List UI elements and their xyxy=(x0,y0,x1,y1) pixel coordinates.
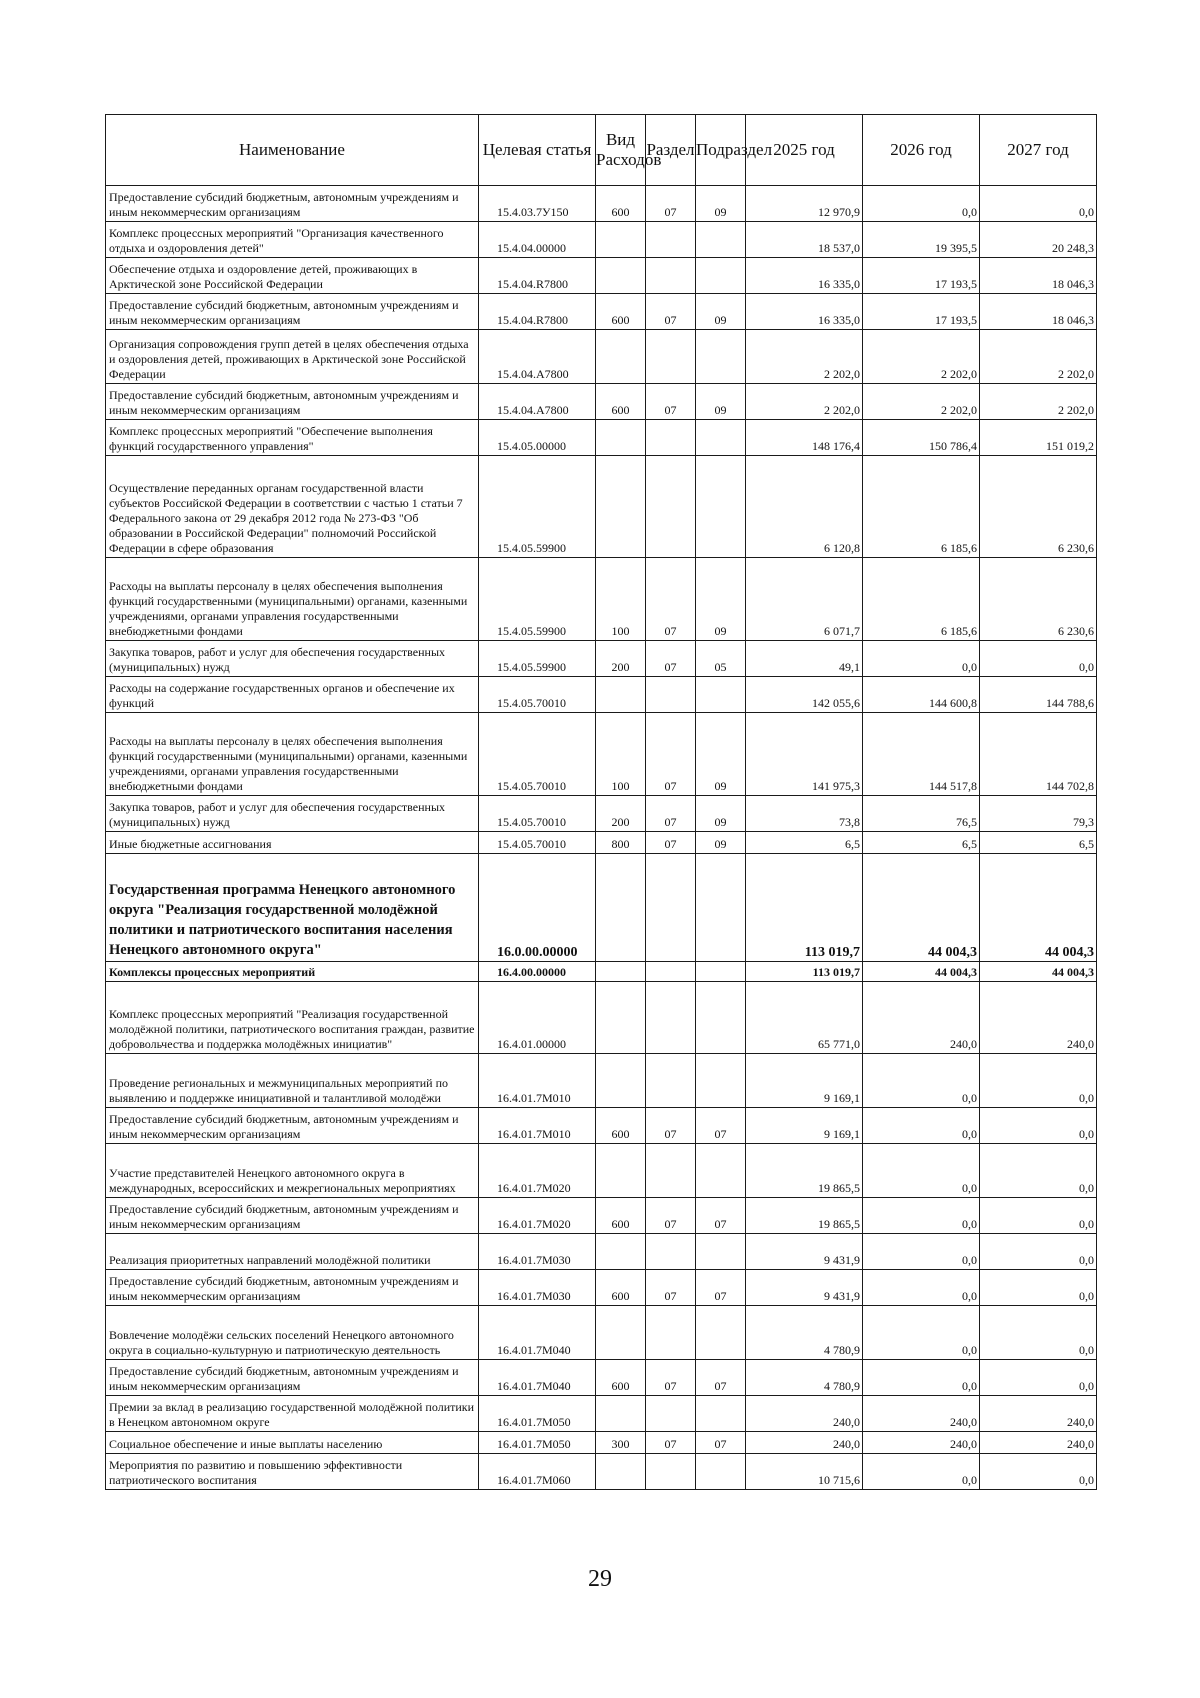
cell-2026: 6 185,6 xyxy=(863,456,980,558)
cell-subsection xyxy=(696,854,746,962)
cell-2026: 144 600,8 xyxy=(863,677,980,713)
cell-2026: 44 004,3 xyxy=(863,962,980,982)
cell-2027: 151 019,2 xyxy=(980,420,1097,456)
cell-section: 07 xyxy=(646,558,696,641)
cell-2027: 0,0 xyxy=(980,1270,1097,1306)
cell-2025: 9 169,1 xyxy=(746,1108,863,1144)
cell-subsection xyxy=(696,258,746,294)
cell-2027: 144 702,8 xyxy=(980,713,1097,796)
cell-2026: 17 193,5 xyxy=(863,294,980,330)
cell-section: 07 xyxy=(646,796,696,832)
cell-target-article: 15.4.05.70010 xyxy=(479,796,596,832)
table-row xyxy=(106,330,1097,384)
cell-expense-type: 600 xyxy=(596,1360,646,1396)
cell-2025: 49,1 xyxy=(746,641,863,677)
cell-expense-type: 600 xyxy=(596,186,646,222)
cell-expense-type xyxy=(596,1396,646,1432)
cell-2027: 0,0 xyxy=(980,641,1097,677)
cell-section xyxy=(646,1396,696,1432)
table-row xyxy=(106,1360,1097,1396)
cell-expense-type xyxy=(596,420,646,456)
cell-2027: 44 004,3 xyxy=(980,854,1097,962)
cell-2026: 44 004,3 xyxy=(863,854,980,962)
cell-2026: 0,0 xyxy=(863,1306,980,1360)
cell-target-article: 16.4.01.7М020 xyxy=(479,1144,596,1198)
cell-name: Участие представителей Ненецкого автономного округа в международных, всероссийских и межрегиональных мероприятиях xyxy=(106,1144,479,1198)
cell-target-article: 16.4.01.00000 xyxy=(479,982,596,1054)
cell-section: 07 xyxy=(646,1432,696,1454)
cell-2026: 240,0 xyxy=(863,982,980,1054)
table-row xyxy=(106,713,1097,796)
cell-section xyxy=(646,222,696,258)
cell-subsection: 07 xyxy=(696,1360,746,1396)
table-row xyxy=(106,384,1097,420)
cell-subsection: 09 xyxy=(696,186,746,222)
cell-name: Расходы на выплаты персоналу в целях обеспечения выполнения функций государственными (муниципальными) органами, казенными учреждениями, органами управления государственными внебюджетными фондами xyxy=(106,713,479,796)
cell-subsection: 09 xyxy=(696,713,746,796)
cell-name: Расходы на содержание государственных органов и обеспечение их функций xyxy=(106,677,479,713)
cell-2025: 240,0 xyxy=(746,1432,863,1454)
cell-2027: 240,0 xyxy=(980,1432,1097,1454)
cell-2025: 16 335,0 xyxy=(746,258,863,294)
cell-2025: 142 055,6 xyxy=(746,677,863,713)
cell-name: Предоставление субсидий бюджетным, автономным учреждениям и иным некоммерческим организациям xyxy=(106,186,479,222)
header-2025: 2025 год xyxy=(746,115,863,186)
cell-name: Предоставление субсидий бюджетным, автономным учреждениям и иным некоммерческим организациям xyxy=(106,1108,479,1144)
cell-expense-type xyxy=(596,1144,646,1198)
cell-name: Предоставление субсидий бюджетным, автономным учреждениям и иным некоммерческим организациям xyxy=(106,1270,479,1306)
table-row xyxy=(106,456,1097,558)
cell-subsection: 07 xyxy=(696,1432,746,1454)
cell-section: 07 xyxy=(646,1198,696,1234)
cell-target-article: 16.4.01.7М020 xyxy=(479,1198,596,1234)
cell-2025: 9 169,1 xyxy=(746,1054,863,1108)
table-row xyxy=(106,1396,1097,1432)
cell-2025: 65 771,0 xyxy=(746,982,863,1054)
cell-name: Социальное обеспечение и иные выплаты населению xyxy=(106,1432,479,1454)
cell-2027: 0,0 xyxy=(980,1198,1097,1234)
cell-target-article: 16.4.01.7М040 xyxy=(479,1360,596,1396)
cell-subsection xyxy=(696,1234,746,1270)
table-row xyxy=(106,677,1097,713)
cell-expense-type xyxy=(596,677,646,713)
cell-name: Вовлечение молодёжи сельских поселений Ненецкого автономного округа в социально-культурную и патриотическую деятельность xyxy=(106,1306,479,1360)
cell-2026: 76,5 xyxy=(863,796,980,832)
cell-section xyxy=(646,456,696,558)
cell-name: Предоставление субсидий бюджетным, автономным учреждениям и иным некоммерческим организациям xyxy=(106,384,479,420)
cell-name: Комплексы процессных мероприятий xyxy=(106,962,479,982)
cell-subsection xyxy=(696,456,746,558)
cell-target-article: 16.4.01.7М040 xyxy=(479,1306,596,1360)
cell-target-article: 15.4.05.59900 xyxy=(479,641,596,677)
cell-name: Комплекс процессных мероприятий "Реализация государственной молодёжной политики, патриотического воспитания граждан, развитие добровольчества и поддержка молодёжных инициатив" xyxy=(106,982,479,1054)
cell-section: 07 xyxy=(646,384,696,420)
budget-table xyxy=(105,114,1097,1490)
cell-target-article: 15.4.04.R7800 xyxy=(479,258,596,294)
table-row xyxy=(106,186,1097,222)
cell-2027: 0,0 xyxy=(980,1306,1097,1360)
cell-2026: 0,0 xyxy=(863,1360,980,1396)
cell-2025: 6 120,8 xyxy=(746,456,863,558)
cell-2025: 240,0 xyxy=(746,1396,863,1432)
cell-section xyxy=(646,330,696,384)
cell-expense-type xyxy=(596,962,646,982)
cell-name: Проведение региональных и межмуниципальных мероприятий по выявлению и поддержке инициативной и талантливой молодёжи xyxy=(106,1054,479,1108)
table-row xyxy=(106,222,1097,258)
cell-subsection xyxy=(696,1306,746,1360)
table-row xyxy=(106,558,1097,641)
cell-section: 07 xyxy=(646,641,696,677)
cell-2026: 6,5 xyxy=(863,832,980,854)
table-row xyxy=(106,1108,1097,1144)
cell-subsection: 09 xyxy=(696,384,746,420)
cell-expense-type: 200 xyxy=(596,796,646,832)
cell-expense-type xyxy=(596,1054,646,1108)
cell-expense-type: 300 xyxy=(596,1432,646,1454)
header-target-article: Целевая статья xyxy=(479,115,596,186)
cell-expense-type: 600 xyxy=(596,294,646,330)
cell-2027: 0,0 xyxy=(980,1234,1097,1270)
table-row xyxy=(106,1306,1097,1360)
cell-expense-type: 100 xyxy=(596,558,646,641)
cell-target-article: 15.4.05.59900 xyxy=(479,558,596,641)
cell-2026: 0,0 xyxy=(863,1234,980,1270)
cell-section xyxy=(646,962,696,982)
cell-name: Премии за вклад в реализацию государственной молодёжной политики в Ненецком автономном округе xyxy=(106,1396,479,1432)
cell-2027: 6 230,6 xyxy=(980,558,1097,641)
cell-target-article: 15.4.04.А7800 xyxy=(479,330,596,384)
cell-name: Комплекс процессных мероприятий "Обеспечение выполнения функций государственного управления" xyxy=(106,420,479,456)
cell-2026: 0,0 xyxy=(863,1144,980,1198)
cell-2027: 2 202,0 xyxy=(980,330,1097,384)
cell-section: 07 xyxy=(646,1360,696,1396)
cell-2026: 144 517,8 xyxy=(863,713,980,796)
cell-name: Организация сопровождения групп детей в целях обеспечения отдыха и оздоровления детей, проживающих в Арктической зоне Российской Федерации xyxy=(106,330,479,384)
cell-subsection: 07 xyxy=(696,1108,746,1144)
cell-target-article: 16.4.01.7М050 xyxy=(479,1396,596,1432)
cell-2027: 18 046,3 xyxy=(980,294,1097,330)
table-row xyxy=(106,641,1097,677)
cell-expense-type: 800 xyxy=(596,832,646,854)
cell-name: Мероприятия по развитию и повышению эффективности патриотического воспитания xyxy=(106,1454,479,1490)
cell-2027: 79,3 xyxy=(980,796,1097,832)
header-2026: 2026 год xyxy=(863,115,980,186)
cell-name: Реализация приоритетных направлений молодёжной политики xyxy=(106,1234,479,1270)
cell-2026: 6 185,6 xyxy=(863,558,980,641)
cell-section xyxy=(646,1054,696,1108)
cell-2026: 17 193,5 xyxy=(863,258,980,294)
cell-expense-type: 600 xyxy=(596,384,646,420)
cell-2025: 16 335,0 xyxy=(746,294,863,330)
cell-2026: 19 395,5 xyxy=(863,222,980,258)
cell-2027: 240,0 xyxy=(980,1396,1097,1432)
cell-section: 07 xyxy=(646,1270,696,1306)
cell-2025: 2 202,0 xyxy=(746,384,863,420)
cell-2025: 4 780,9 xyxy=(746,1360,863,1396)
cell-2026: 2 202,0 xyxy=(863,384,980,420)
cell-target-article: 16.4.01.7М030 xyxy=(479,1270,596,1306)
cell-section: 07 xyxy=(646,832,696,854)
cell-target-article: 16.4.00.00000 xyxy=(479,962,596,982)
cell-subsection xyxy=(696,330,746,384)
table-row xyxy=(106,982,1097,1054)
cell-2025: 141 975,3 xyxy=(746,713,863,796)
cell-section xyxy=(646,982,696,1054)
cell-2027: 6,5 xyxy=(980,832,1097,854)
table-row xyxy=(106,1270,1097,1306)
cell-subsection xyxy=(696,677,746,713)
cell-2025: 9 431,9 xyxy=(746,1270,863,1306)
cell-subsection: 09 xyxy=(696,558,746,641)
cell-subsection: 09 xyxy=(696,832,746,854)
cell-2026: 0,0 xyxy=(863,641,980,677)
cell-subsection: 07 xyxy=(696,1270,746,1306)
cell-section xyxy=(646,677,696,713)
cell-section xyxy=(646,1454,696,1490)
cell-2026: 0,0 xyxy=(863,1054,980,1108)
cell-2027: 6 230,6 xyxy=(980,456,1097,558)
cell-2026: 0,0 xyxy=(863,186,980,222)
cell-expense-type xyxy=(596,982,646,1054)
cell-2026: 240,0 xyxy=(863,1432,980,1454)
cell-2027: 0,0 xyxy=(980,1054,1097,1108)
page-number: 29 xyxy=(588,1566,612,1592)
cell-expense-type xyxy=(596,1454,646,1490)
header-2027: 2027 год xyxy=(980,115,1097,186)
cell-2025: 73,8 xyxy=(746,796,863,832)
cell-expense-type xyxy=(596,330,646,384)
cell-target-article: 15.4.04.00000 xyxy=(479,222,596,258)
table-row xyxy=(106,1432,1097,1454)
cell-2026: 0,0 xyxy=(863,1108,980,1144)
cell-section: 07 xyxy=(646,294,696,330)
cell-2027: 0,0 xyxy=(980,1144,1097,1198)
table-row xyxy=(106,1234,1097,1270)
cell-expense-type: 100 xyxy=(596,713,646,796)
table-row xyxy=(106,962,1097,982)
cell-2026: 240,0 xyxy=(863,1396,980,1432)
cell-section xyxy=(646,258,696,294)
cell-subsection xyxy=(696,962,746,982)
cell-section: 07 xyxy=(646,186,696,222)
header-section: Раздел xyxy=(646,115,696,186)
cell-section xyxy=(646,1306,696,1360)
table-row xyxy=(106,1454,1097,1490)
cell-name: Комплекс процессных мероприятий "Организация качественного отдыха и оздоровления детей" xyxy=(106,222,479,258)
cell-name: Предоставление субсидий бюджетным, автономным учреждениям и иным некоммерческим организациям xyxy=(106,294,479,330)
cell-expense-type xyxy=(596,456,646,558)
cell-2027: 0,0 xyxy=(980,186,1097,222)
cell-2027: 18 046,3 xyxy=(980,258,1097,294)
cell-2025: 10 715,6 xyxy=(746,1454,863,1490)
cell-expense-type xyxy=(596,222,646,258)
cell-name: Закупка товаров, работ и услуг для обеспечения государственных (муниципальных) нужд xyxy=(106,641,479,677)
cell-2025: 9 431,9 xyxy=(746,1234,863,1270)
cell-target-article: 15.4.05.70010 xyxy=(479,713,596,796)
table-row xyxy=(106,1144,1097,1198)
cell-2025: 2 202,0 xyxy=(746,330,863,384)
cell-section xyxy=(646,854,696,962)
cell-subsection: 09 xyxy=(696,294,746,330)
cell-expense-type: 600 xyxy=(596,1198,646,1234)
cell-section xyxy=(646,1234,696,1270)
table-row xyxy=(106,1198,1097,1234)
cell-subsection: 07 xyxy=(696,1198,746,1234)
cell-2026: 0,0 xyxy=(863,1270,980,1306)
cell-2027: 0,0 xyxy=(980,1108,1097,1144)
table-row xyxy=(106,832,1097,854)
cell-2027: 2 202,0 xyxy=(980,384,1097,420)
cell-subsection: 05 xyxy=(696,641,746,677)
table-row xyxy=(106,854,1097,962)
cell-2027: 44 004,3 xyxy=(980,962,1097,982)
cell-target-article: 16.4.01.7М060 xyxy=(479,1454,596,1490)
cell-section xyxy=(646,1144,696,1198)
cell-subsection xyxy=(696,1454,746,1490)
cell-2025: 113 019,7 xyxy=(746,962,863,982)
cell-expense-type: 600 xyxy=(596,1270,646,1306)
cell-subsection xyxy=(696,982,746,1054)
cell-subsection xyxy=(696,1396,746,1432)
cell-expense-type xyxy=(596,258,646,294)
cell-2026: 150 786,4 xyxy=(863,420,980,456)
cell-expense-type: 200 xyxy=(596,641,646,677)
cell-2026: 2 202,0 xyxy=(863,330,980,384)
cell-name: Государственная программа Ненецкого автономного округа "Реализация государственной молодёжной политики и патриотического воспитания населения Ненецкого автономного округа" xyxy=(106,854,479,962)
cell-2025: 6 071,7 xyxy=(746,558,863,641)
cell-subsection xyxy=(696,222,746,258)
cell-2025: 6,5 xyxy=(746,832,863,854)
cell-expense-type xyxy=(596,1234,646,1270)
cell-target-article: 15.4.05.59900 xyxy=(479,456,596,558)
cell-target-article: 15.4.05.00000 xyxy=(479,420,596,456)
cell-subsection xyxy=(696,1054,746,1108)
cell-target-article: 16.4.01.7М050 xyxy=(479,1432,596,1454)
cell-subsection xyxy=(696,1144,746,1198)
cell-subsection xyxy=(696,420,746,456)
cell-2025: 18 537,0 xyxy=(746,222,863,258)
cell-2026: 0,0 xyxy=(863,1198,980,1234)
table-header xyxy=(106,115,1097,186)
cell-name: Предоставление субсидий бюджетным, автономным учреждениям и иным некоммерческим организациям xyxy=(106,1360,479,1396)
table-row xyxy=(106,796,1097,832)
table-body xyxy=(106,186,1097,1490)
cell-expense-type xyxy=(596,854,646,962)
cell-target-article: 16.4.01.7М010 xyxy=(479,1108,596,1144)
cell-2027: 240,0 xyxy=(980,982,1097,1054)
cell-2027: 0,0 xyxy=(980,1360,1097,1396)
cell-target-article: 15.4.05.70010 xyxy=(479,677,596,713)
table-row xyxy=(106,294,1097,330)
cell-2027: 144 788,6 xyxy=(980,677,1097,713)
cell-2027: 0,0 xyxy=(980,1454,1097,1490)
cell-2027: 20 248,3 xyxy=(980,222,1097,258)
cell-name: Расходы на выплаты персоналу в целях обеспечения выполнения функций государственными (муниципальными) органами, казенными учреждениями, органами управления государственными внебюджетными фондами xyxy=(106,558,479,641)
header-expense-type: Вид Расходов xyxy=(596,115,646,186)
cell-2025: 19 865,5 xyxy=(746,1198,863,1234)
cell-2025: 148 176,4 xyxy=(746,420,863,456)
table-row xyxy=(106,420,1097,456)
table-row xyxy=(106,1054,1097,1108)
cell-section: 07 xyxy=(646,713,696,796)
cell-target-article: 15.4.04.А7800 xyxy=(479,384,596,420)
cell-target-article: 16.0.00.00000 xyxy=(479,854,596,962)
cell-section xyxy=(646,420,696,456)
cell-name: Осуществление переданных органам государственной власти субъектов Российской Федерации в соответствии с частью 1 статьи 7 Федерального закона от 29 декабря 2012 года № 273-ФЗ "Об образовании в Российской Федерации" полномочий Российской Федерации в сфере образования xyxy=(106,456,479,558)
cell-target-article: 15.4.03.7У150 xyxy=(479,186,596,222)
header-name: Наименование xyxy=(106,115,479,186)
cell-expense-type xyxy=(596,1306,646,1360)
cell-subsection: 09 xyxy=(696,796,746,832)
cell-name: Обеспечение отдыха и оздоровление детей, проживающих в Арктической зоне Российской Федерации xyxy=(106,258,479,294)
table-row xyxy=(106,258,1097,294)
cell-target-article: 16.4.01.7М030 xyxy=(479,1234,596,1270)
cell-target-article: 16.4.01.7М010 xyxy=(479,1054,596,1108)
cell-2026: 0,0 xyxy=(863,1454,980,1490)
cell-2025: 12 970,9 xyxy=(746,186,863,222)
cell-name: Закупка товаров, работ и услуг для обеспечения государственных (муниципальных) нужд xyxy=(106,796,479,832)
cell-name: Иные бюджетные ассигнования xyxy=(106,832,479,854)
cell-target-article: 15.4.04.R7800 xyxy=(479,294,596,330)
cell-section: 07 xyxy=(646,1108,696,1144)
cell-expense-type: 600 xyxy=(596,1108,646,1144)
cell-2025: 4 780,9 xyxy=(746,1306,863,1360)
cell-2025: 113 019,7 xyxy=(746,854,863,962)
header-subsection: Подраздел xyxy=(696,115,746,186)
cell-name: Предоставление субсидий бюджетным, автономным учреждениям и иным некоммерческим организациям xyxy=(106,1198,479,1234)
cell-2025: 19 865,5 xyxy=(746,1144,863,1198)
cell-target-article: 15.4.05.70010 xyxy=(479,832,596,854)
